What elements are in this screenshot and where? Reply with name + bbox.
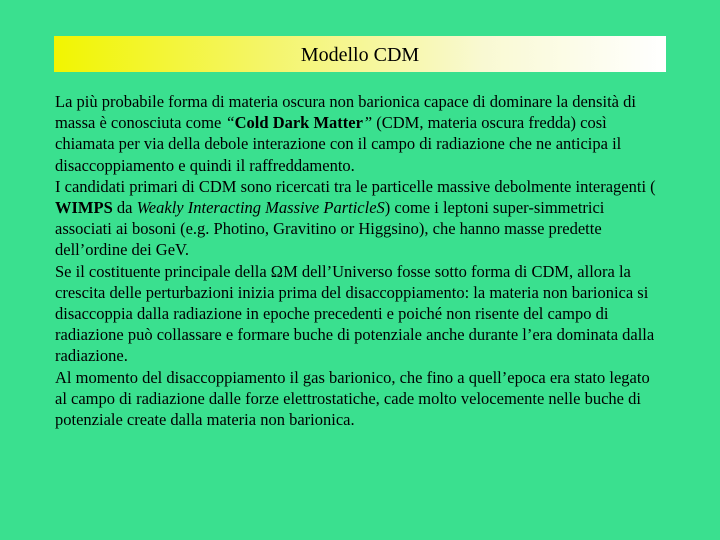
text-run: Se il costituente principale della ΩM dell’Universo fosse sotto forma di CDM, allora la crescita delle perturbazioni inizia prima del disaccoppiamento: la materia non barionica si disaccoppia dalla radiazione in epoche precedenti e poiché non risente del campo di radiazione può collassare e formare buche di potenziale anche durante l’era dominata dalla radiazione. bbox=[55, 261, 655, 366]
paragraph-wimps bbox=[55, 176, 663, 261]
paragraph-cdm-definition bbox=[55, 91, 663, 176]
slide-body bbox=[55, 91, 663, 430]
slide-title-bar bbox=[54, 36, 666, 72]
text-run: Al momento del disaccoppiamento il gas barionico, che fino a quell’epoca era stato legato al campo di radiazione dalle forze elettrostatiche, cade molto velocemente nelle buche di potenziale create dalla materia non barionica. bbox=[55, 367, 650, 430]
paragraph-perturbations bbox=[55, 261, 663, 367]
text-run: La più probabile forma di materia oscura non barionica capace di dominare la densità di massa è conosciuta come bbox=[55, 92, 636, 133]
term-wimps-expansion: Weakly Interacting Massive ParticleS bbox=[136, 198, 385, 218]
slide-title: Modello CDM bbox=[300, 44, 420, 66]
close-quote: ” bbox=[362, 113, 377, 133]
term-cold-dark-matter: Cold Dark Matter bbox=[234, 113, 363, 133]
open-quote: “ bbox=[225, 113, 235, 133]
paragraph-decoupling bbox=[55, 367, 663, 431]
text-run: ) come i leptoni super-simmetrici associati ai bosoni (e.g. Photino, Gravitino or Higgsino), che hanno masse predette dell’ordine dei GeV. bbox=[55, 198, 605, 260]
text-run: (CDM, materia oscura fredda) così chiamata per via della debole interazione con il campo di radiazione che ne anticipa il disaccoppiamento e quindi il raffreddamento. bbox=[55, 113, 622, 175]
term-wimps: WIMPS bbox=[55, 198, 113, 218]
text-run: da bbox=[112, 198, 137, 218]
text-run: I candidati primari di CDM sono ricercati tra le particelle massive debolmente interagenti ( bbox=[55, 176, 656, 196]
